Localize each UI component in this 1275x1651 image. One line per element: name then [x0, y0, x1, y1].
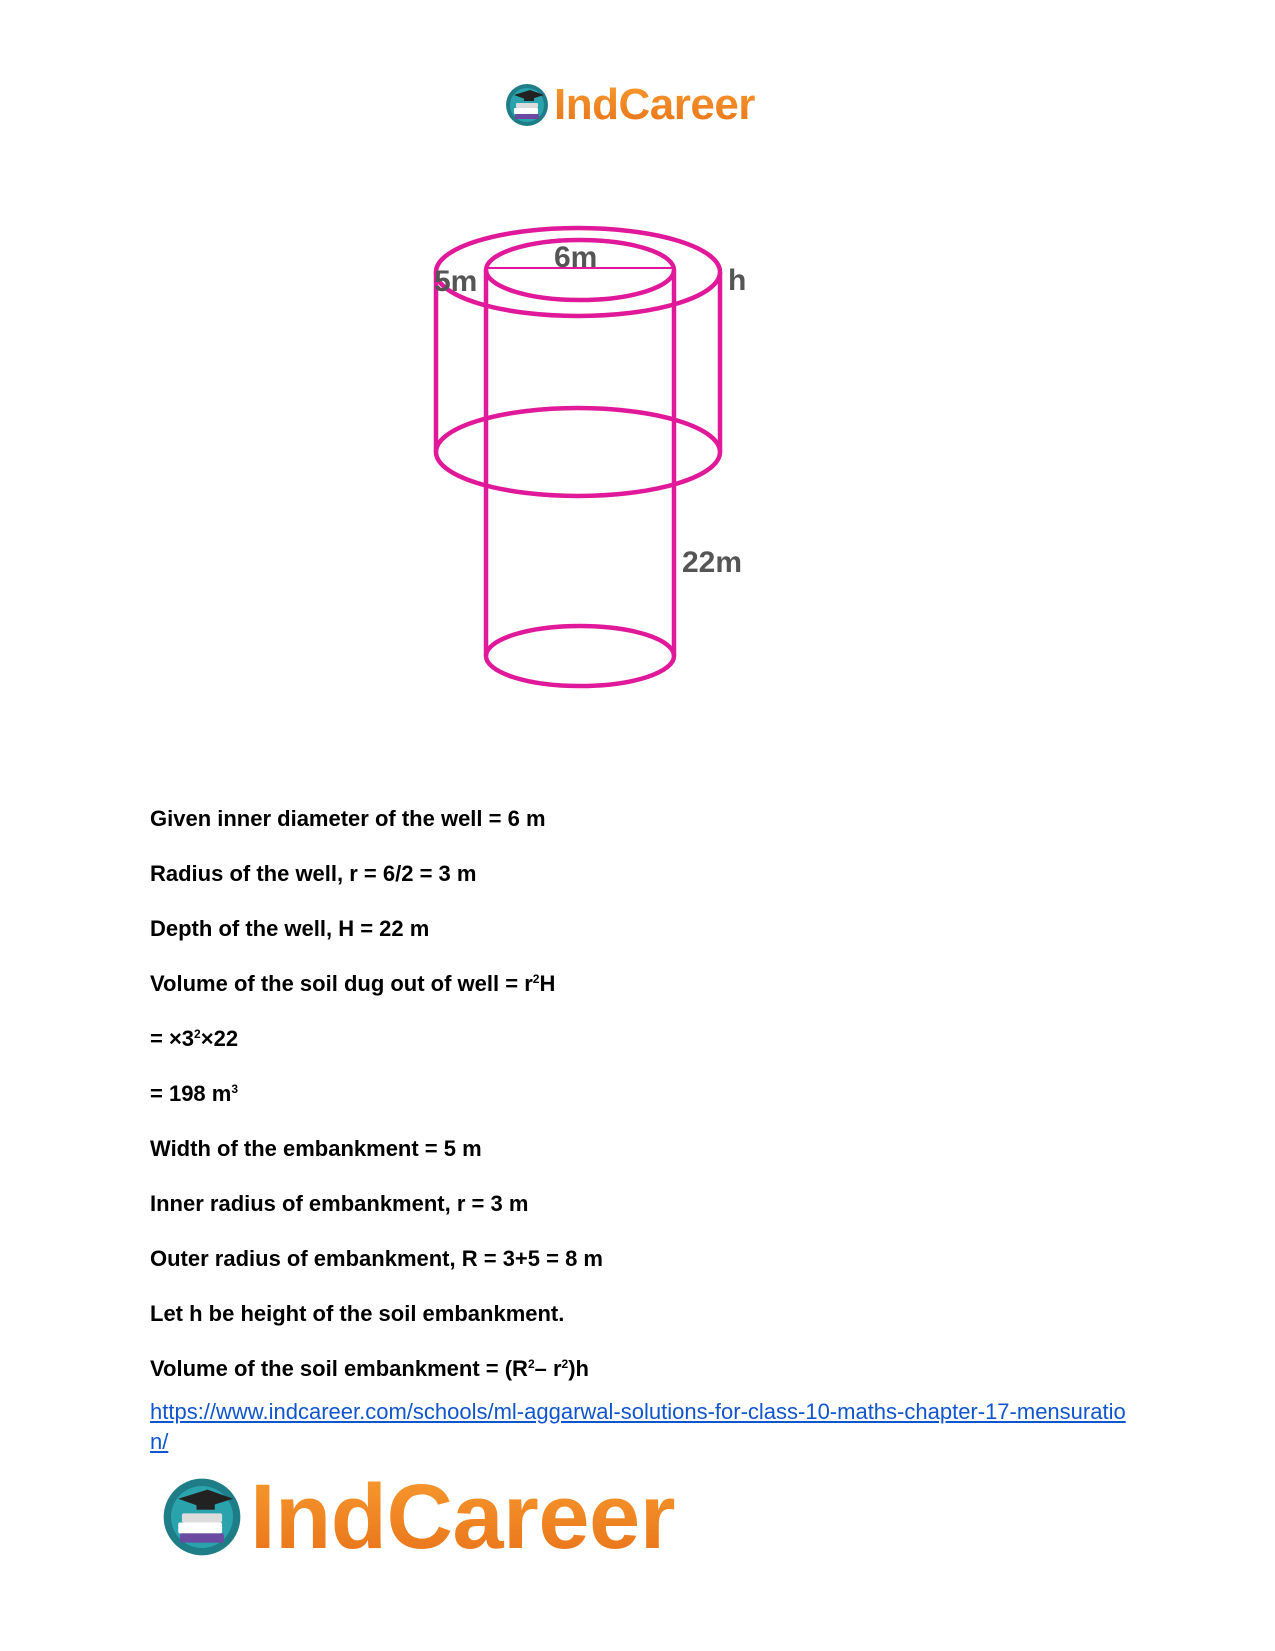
solution-line	[150, 1081, 238, 1107]
solution-line	[150, 1136, 482, 1162]
solution-line	[150, 861, 476, 887]
inner-diameter-label: 6m	[554, 241, 598, 274]
solution-line	[150, 971, 555, 997]
superscript: 3	[231, 1082, 239, 1096]
solution-line	[150, 1191, 528, 1217]
solution-line	[150, 806, 546, 832]
embankment-bottom-ellipse	[436, 408, 720, 496]
line-text: Volume of the soil embankment = (R	[150, 1356, 528, 1381]
line-text: Radius of the well, r = 6/2 = 3 m	[150, 861, 477, 886]
solution-line	[150, 1026, 238, 1052]
footer-logo	[160, 1466, 675, 1568]
well-embankment-diagram	[434, 220, 770, 700]
solution-line	[150, 916, 429, 942]
logo-text: IndCareer	[250, 1466, 675, 1568]
source-link[interactable]: https://www.indcareer.com/schools/ml-aggarwal-solutions-for-class-10-maths-chapter-17-mensuration/	[150, 1399, 1126, 1454]
line-text: Outer radius of embankment, R = 3+5 = 8 m	[150, 1246, 603, 1271]
solution-line	[150, 1246, 603, 1272]
line-text: Volume of the soil dug out of well = r	[150, 971, 533, 996]
line-text: Width of the embankment = 5 m	[150, 1136, 482, 1161]
line-text: ×22	[200, 1026, 239, 1051]
graduation-books-icon	[160, 1475, 244, 1559]
line-text: Let h be height of the soil embankment.	[150, 1301, 565, 1326]
header-logo	[504, 82, 755, 128]
well-shapes	[436, 228, 720, 686]
width-label: 5m	[434, 265, 478, 298]
line-text: )h	[568, 1356, 589, 1381]
superscript: 2	[532, 972, 540, 986]
line-text: = ×3	[150, 1026, 195, 1051]
solution-line	[150, 1356, 589, 1382]
superscript: 2	[194, 1027, 201, 1041]
line-text: H	[539, 971, 556, 996]
depth-label: 22m	[682, 546, 743, 579]
well-bottom-ellipse	[486, 626, 674, 686]
solution-line	[150, 1301, 564, 1327]
line-text: – r	[534, 1356, 562, 1381]
line-text: Given inner diameter of the well = 6 m	[150, 806, 546, 831]
graduation-books-icon	[504, 82, 550, 128]
superscript: 2	[561, 1357, 569, 1371]
line-text: Inner radius of embankment, r = 3 m	[150, 1191, 529, 1216]
height-label: h	[728, 264, 747, 297]
line-text: Depth of the well, H = 22 m	[150, 916, 430, 941]
line-text: = 198 m	[150, 1081, 232, 1106]
logo-text: IndCareer	[554, 80, 755, 129]
superscript: 2	[527, 1357, 535, 1371]
